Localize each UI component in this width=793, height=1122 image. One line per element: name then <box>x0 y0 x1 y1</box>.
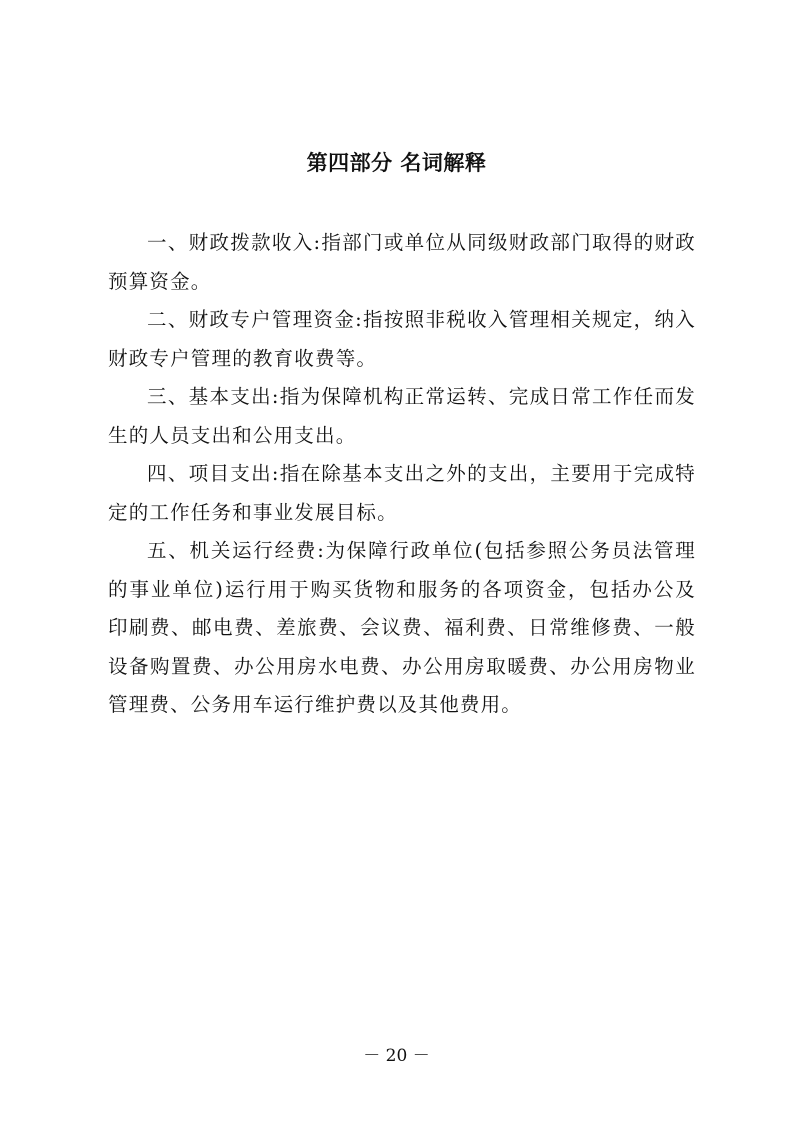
paragraph-basic-expenditure: 三、基本支出:指为保障机构正常运转、完成日常工作任而发生的人员支出和公用支出。 <box>108 385 696 447</box>
paragraph-fiscal-special-account-funds: 二、财政专户管理资金:指按照非税收入管理相关规定，纳入财政专户管理的教育收费等。 <box>108 308 696 370</box>
body-text <box>108 224 696 725</box>
paragraph-project-expenditure: 四、项目支出:指在除基本支出之外的支出，主要用于完成特定的工作任务和事业发展目标。 <box>108 462 696 524</box>
page-number: － 20 － <box>363 1046 430 1066</box>
paragraph-fiscal-appropriation-income: 一、财政拨款收入:指部门或单位从同级财政部门取得的财政预算资金。 <box>108 231 696 293</box>
paragraph-operating-expenses: 五、机关运行经费:为保障行政单位(包括参照公务员法管理的事业单位)运行用于购买货物和服务的各项资金，包括办公及印刷费、邮电费、差旅费、会议费、福利费、日常维修费、一般设备购置费、办公用房水电费、办公用房取暖费、办公用房物业管理费、公务用车运行维护费以及其他费用。 <box>108 539 696 716</box>
page-title: 第四部分 名词解释 <box>306 151 487 175</box>
